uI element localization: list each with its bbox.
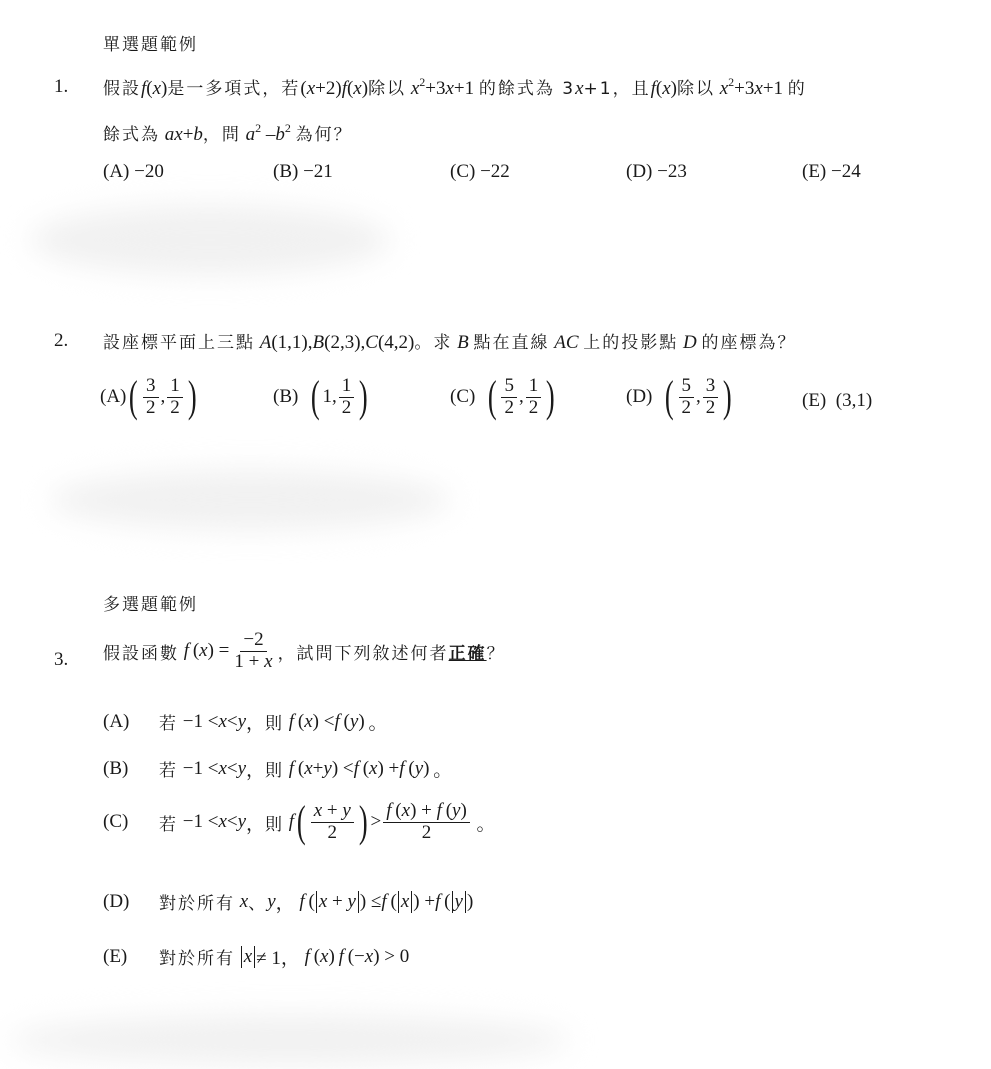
q1-choice-a[interactable]: (A) −20: [103, 161, 164, 182]
q2-choice-b[interactable]: (B) ( 1, $\frac{1}{2}$ ): [273, 372, 368, 421]
question-2-text: 設座標平面上三點 A(1,1),B(2,3),C(4,2)。求 B 點在直線 AC 上的投影點 D 的座標為？: [103, 332, 797, 353]
q1-choice-b[interactable]: (B) −21: [273, 161, 333, 182]
q3-option-e[interactable]: (E) 對於所有 x ≠ 1， f ( x ) f (− x ) > 0: [103, 945, 410, 969]
q3-option-d[interactable]: (D) 對於所有 x 、 y ， f ( x + y ) ≤ f ( x ) + f ( y ): [103, 890, 474, 914]
question-3-number: 3.: [54, 649, 69, 670]
q1-choice-c[interactable]: (C) −22: [450, 161, 510, 182]
q1-choice-e[interactable]: (E) −24: [802, 161, 861, 182]
section-title-single-choice: 單選題範例: [103, 35, 198, 55]
q2-choice-e[interactable]: (E) (3,1): [802, 390, 873, 411]
q2-choice-c[interactable]: (C) ( $\frac{5}{2}$ , $\frac{1}{2}$ ): [450, 372, 555, 421]
q3-option-c[interactable]: (C) 若 −1 < x < y ， 則 f ( $\frac{x + y}{2}$ ) > $\frac{f (x) + f (y)}{2}$ 。: [103, 797, 496, 846]
question-1-line-2: 餘式為 ax+b，問 $a^2$ $-b^2$ 為何？: [103, 121, 353, 145]
question-1-number: 1.: [54, 76, 69, 97]
scan-smudge: [50, 470, 450, 530]
question-2-number: 2.: [54, 330, 69, 351]
scan-smudge: [30, 205, 390, 275]
section-title-multiple-choice: 多選題範例: [103, 595, 198, 615]
question-1-line-1: 假設f(x)是一多項式，若(x+2)f(x)除以 $x^2+3x+1$ 的餘式為 3x+1，且f(x)除以 $x^2+3x+1$ 的: [103, 75, 807, 99]
q1-choice-d[interactable]: (D) −23: [626, 161, 687, 182]
question-3-text: 假設函數 f ( x ) = $\frac{-2}{1 + x}$ ，試問下列敘述何者 正確 ？: [103, 629, 506, 672]
q3-option-b[interactable]: (B) 若 −1 < x < y ， 則 f ( x + y ) < f ( x ) + f ( y ) 。: [103, 757, 453, 781]
q2-choice-a[interactable]: (A) ( $\frac{3}{2}$ , $\frac{1}{2}$ ): [100, 372, 197, 421]
scan-smudge: [10, 1015, 570, 1065]
q2-choice-d[interactable]: (D) ( $\frac{5}{2}$ , $\frac{3}{2}$ ): [626, 372, 733, 421]
q3-option-a[interactable]: (A) 若 −1 < x < y ， 則 f ( x ) < f ( y ) 。: [103, 710, 388, 734]
